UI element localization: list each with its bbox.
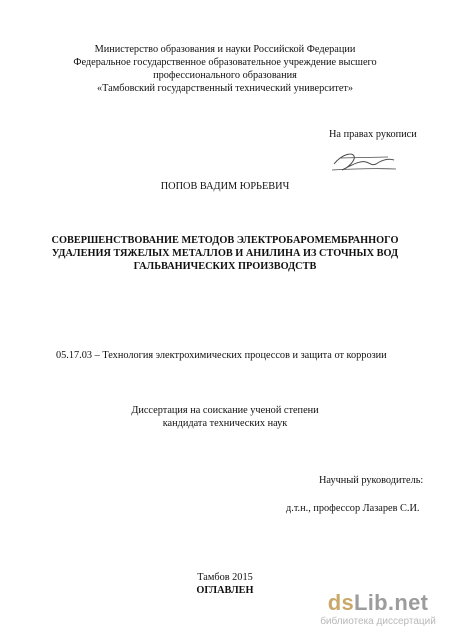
toc-heading: ОГЛАВЛЕН xyxy=(196,585,254,596)
title-line-2: УДАЛЕНИЯ ТЯЖЕЛЫХ МЕТАЛЛОВ И АНИЛИНА ИЗ СТОЧНЫХ ВОД xyxy=(51,248,399,259)
watermark-brand-a: ds xyxy=(327,590,355,615)
handwritten-signature-icon xyxy=(330,148,398,176)
manuscript-note: На правах рукописи xyxy=(329,129,417,140)
title-line-3: ГАЛЬВАНИЧЕСКИХ ПРОИЗВОДСТВ xyxy=(133,261,317,272)
supervisor-label: Научный руководитель: xyxy=(319,475,424,486)
header-university-type: Федеральное государственное образовательное учреждение высшего xyxy=(73,57,377,68)
city-year: Тамбов 2015 xyxy=(197,572,253,583)
dslib-watermark xyxy=(306,590,450,637)
degree-line-1: Диссертация на соискание ученой степени xyxy=(131,405,319,416)
degree-line-2: кандидата технических наук xyxy=(162,418,288,429)
supervisor-name: д.т.н., профессор Лазарев С.И. xyxy=(286,503,420,514)
watermark-brand-b: Lib.net xyxy=(354,590,429,615)
header-education-level: профессионального образования xyxy=(153,70,297,81)
specialty-code: 05.17.03 – Технология электрохимических процессов и защита от коррозии xyxy=(56,350,387,361)
header-university-name: «Тамбовский государственный технический университет» xyxy=(96,83,354,94)
watermark-subtitle: библиотека диссертаций xyxy=(320,616,436,627)
watermark-logo xyxy=(306,590,450,616)
author-name: ПОПОВ ВАДИМ ЮРЬЕВИЧ xyxy=(160,181,290,192)
title-line-1: СОВЕРШЕНСТВОВАНИЕ МЕТОДОВ ЭЛЕКТРОБАРОМЕМБРАННОГО xyxy=(51,235,399,246)
header-ministry: Министерство образования и науки Российской Федерации xyxy=(94,44,356,55)
